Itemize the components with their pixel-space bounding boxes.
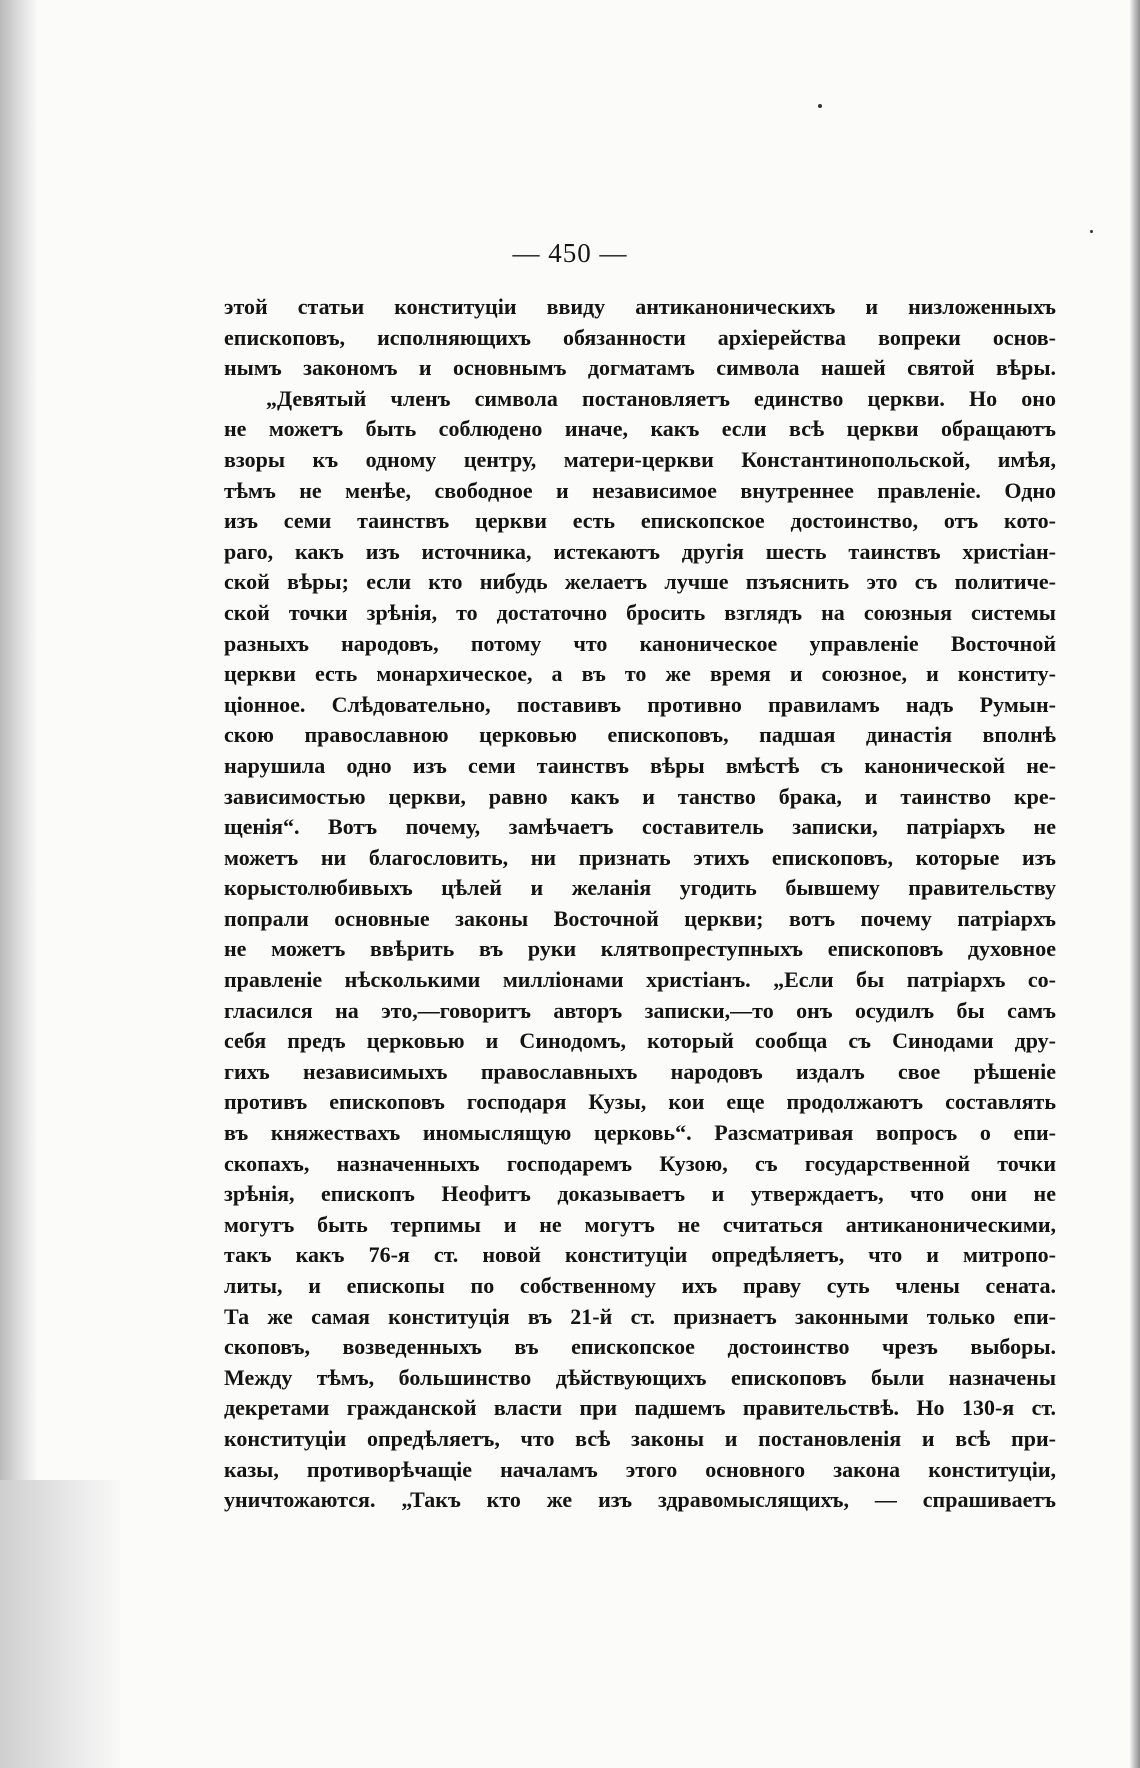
text-line: попрали основные законы Восточной церкви; вотъ почему патріархъ [224,905,1056,931]
page-corner-fold [0,1480,120,1768]
text-line: казы, противорѣчащіе началамъ этого основного закона конституціи, [224,1456,1056,1482]
text-line: взоры къ одному центру, матери-церкви Константинопольской, имѣя, [224,446,1056,472]
text-line: противъ епископовъ господаря Кузы, кои еще продолжаютъ составлять [224,1089,1056,1115]
text-line: уничтожаются. „Такъ кто же изъ здравомыслящихъ, — спрашиваетъ [224,1487,1056,1513]
text-line: ціонное. Слѣдовательно, поставивъ противно правиламъ надъ Румын- [224,691,1056,717]
body-text [224,292,1056,1516]
text-line: скопахъ, назначенныхъ господаремъ Кузою, съ государственной точки [224,1150,1056,1176]
text-line: Та же самая конституція въ 21-й ст. признаетъ законными только епи- [224,1303,1056,1329]
text-line: корыстолюбивыхъ цѣлей и желанія угодить бывшему правительству [224,875,1056,901]
text-line: ской вѣры; если кто нибудь желаетъ лучше пзъяснить это съ политиче- [224,569,1056,595]
text-line: зрѣнія, епископъ Неофитъ доказываетъ и утверждаетъ, что они не [224,1181,1056,1207]
text-line: литы, и епископы по собственному ихъ праву суть члены сената. [224,1273,1056,1298]
text-line: нарушила одно изъ семи таинствъ вѣры вмѣстѣ съ канонической не- [224,752,1056,778]
text-line: конституціи опредѣляетъ, что всѣ законы и постановленія и всѣ при- [224,1425,1056,1451]
text-line: нымъ закономъ и основнымъ догматамъ символа нашей святой вѣры. [224,355,1056,381]
text-line: зависимостью церкви, равно какъ и танство брака, и таинство кре- [224,783,1056,809]
text-line: епископовъ, исполняющихъ обязанности архіерейства вопреки основ- [224,324,1056,350]
text-line: могутъ быть терпимы и не могутъ не считаться антиканоническими, [224,1211,1056,1237]
text-line: себя предъ церковью и Синодомъ, который сообща съ Синодами дру- [224,1028,1056,1054]
text-line: раго, какъ изъ источника, истекаютъ другія шесть таинствъ христіан- [224,538,1056,564]
text-line: изъ семи таинствъ церкви есть епископское достоинство, отъ кото- [224,508,1056,534]
text-line: тѣмъ не менѣе, свободное и независимое внутреннее правленіе. Одно [224,477,1056,503]
text-line: разныхъ народовъ, потому что каноническое управленіе Восточной [224,630,1056,656]
text-line: можетъ ни благословить, ни признать этихъ епископовъ, которые изъ [224,844,1056,870]
text-line: правленіе нѣсколькими милліонами христіанъ. „Если бы патріархъ со- [224,967,1056,993]
text-line: щенія“. Вотъ почему, замѣчаетъ составитель записки, патріархъ не [224,814,1056,840]
text-line: церкви есть монархическое, а въ то же время и союзное, и конститу- [224,661,1056,687]
page-number: — 450 — [512,238,628,268]
text-line: декретами гражданской власти при падшемъ правительствѣ. Но 130-я ст. [224,1395,1056,1421]
ink-speck [1090,230,1093,233]
text-line: такъ какъ 76-я ст. новой конституціи опредѣляетъ, что и митропо- [224,1242,1056,1268]
text-line: „Девятый членъ символа постановляетъ единство церкви. Но оно [266,385,1056,411]
text-line: Между тѣмъ, большинство дѣйствующихъ епископовъ были назначены [224,1364,1056,1390]
text-line: не можетъ быть соблюдено иначе, какъ если всѣ церкви обращаютъ [224,416,1056,442]
text-line: гласился на это,—говоритъ авторъ записки,—то онъ осудилъ бы самъ [224,997,1056,1023]
text-line: этой статьи конституціи ввиду антиканоническихъ и низложенныхъ [224,294,1056,319]
text-line: скою православною церковью епископовъ, падшая династія вполнѣ [224,722,1056,748]
text-line: скоповъ, возведенныхъ въ епископское достоинство чрезъ выборы. [224,1334,1056,1360]
text-line: не можетъ ввѣрить въ руки клятвопреступныхъ епископовъ духовное [224,936,1056,962]
ink-speck [818,104,822,108]
text-line: ской точки зрѣнія, то достаточно бросить взглядъ на союзныя системы [224,599,1056,625]
text-line: гихъ независимыхъ православныхъ народовъ издалъ свое рѣшеніе [224,1058,1056,1084]
text-line: въ княжествахъ иномыслящую церковь“. Разсматривая вопросъ о епи- [224,1120,1056,1146]
